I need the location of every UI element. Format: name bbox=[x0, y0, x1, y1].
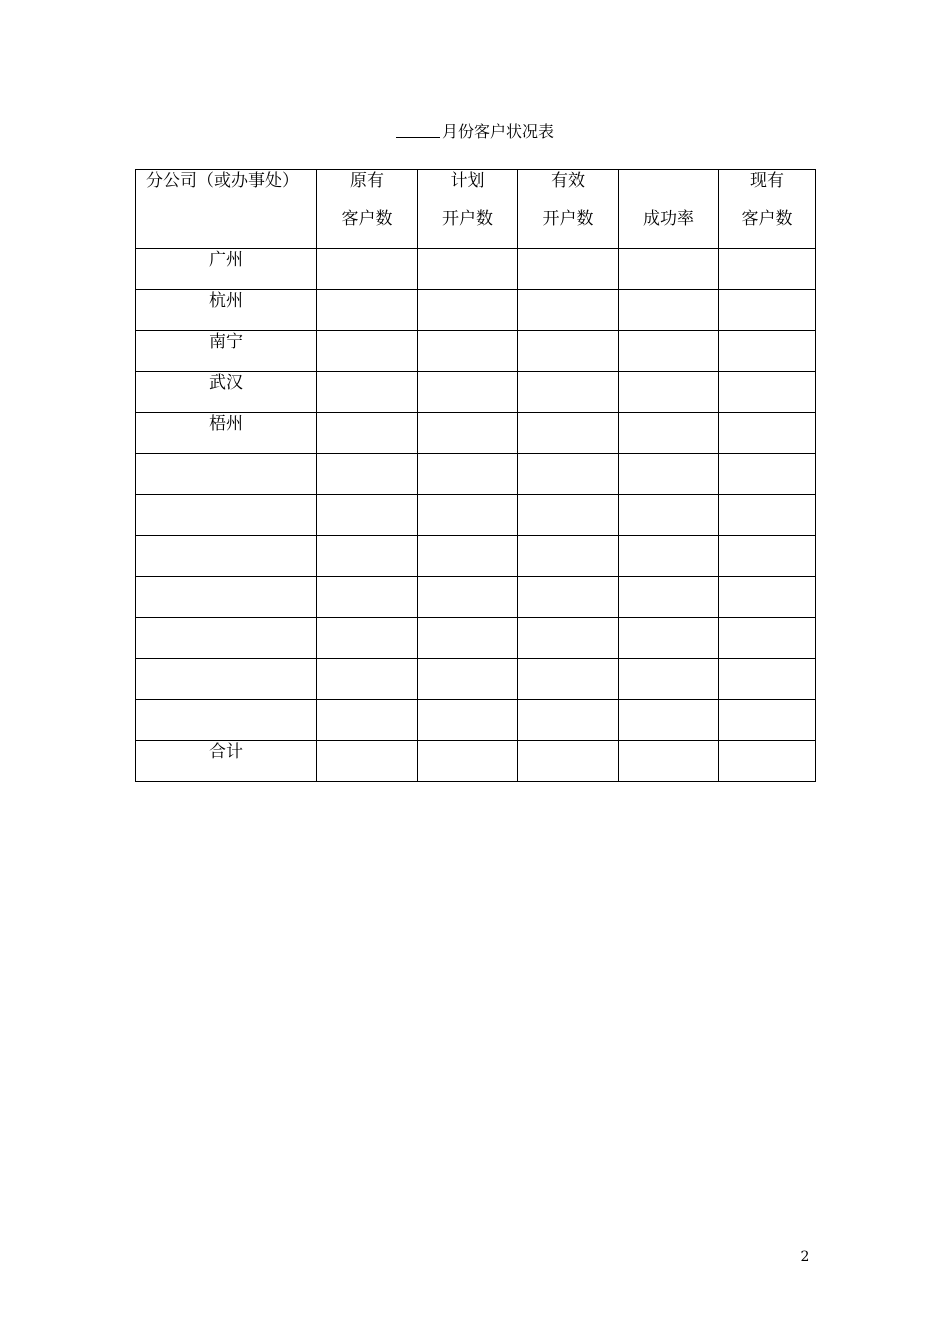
cell-text bbox=[518, 249, 618, 271]
data-cell bbox=[518, 618, 619, 659]
cell-text bbox=[518, 577, 618, 599]
data-cell bbox=[719, 577, 816, 618]
table-row bbox=[136, 741, 816, 782]
branch-cell bbox=[136, 495, 317, 536]
cell-text bbox=[136, 659, 316, 681]
cell-text bbox=[719, 618, 815, 640]
data-cell bbox=[317, 618, 418, 659]
data-cell bbox=[418, 741, 518, 782]
cell-text: 武汉 bbox=[209, 373, 243, 393]
data-cell bbox=[418, 618, 518, 659]
data-cell bbox=[619, 249, 719, 290]
cell-text bbox=[719, 290, 815, 312]
data-cell bbox=[619, 454, 719, 495]
cell-text bbox=[317, 700, 417, 722]
data-cell bbox=[719, 536, 816, 577]
page-number: 2 bbox=[800, 1249, 810, 1265]
cell-text: 南宁 bbox=[209, 332, 243, 352]
cell-text bbox=[317, 290, 417, 312]
cell-text bbox=[136, 577, 316, 599]
data-cell bbox=[518, 659, 619, 700]
cell-text bbox=[619, 249, 718, 271]
cell-text bbox=[418, 536, 517, 558]
table-row bbox=[136, 331, 816, 372]
branch-cell bbox=[136, 577, 317, 618]
data-cell bbox=[317, 659, 418, 700]
data-cell bbox=[719, 454, 816, 495]
cell-text bbox=[317, 454, 417, 476]
cell-text bbox=[619, 700, 718, 722]
data-cell bbox=[317, 454, 418, 495]
data-cell bbox=[518, 249, 619, 290]
cell-text bbox=[518, 618, 618, 640]
branch-cell bbox=[136, 536, 317, 577]
table-row bbox=[136, 249, 816, 290]
cell-text bbox=[619, 741, 718, 763]
data-cell bbox=[418, 495, 518, 536]
cell-text bbox=[317, 741, 417, 763]
table-row bbox=[136, 700, 816, 741]
cell-text bbox=[136, 618, 316, 640]
cell-text bbox=[719, 536, 815, 558]
header-original-customers bbox=[317, 170, 418, 249]
data-cell bbox=[418, 536, 518, 577]
data-cell bbox=[518, 290, 619, 331]
header-current-line1: 现有 bbox=[750, 171, 784, 191]
data-cell bbox=[518, 372, 619, 413]
data-cell bbox=[518, 331, 619, 372]
table-row bbox=[136, 536, 816, 577]
cell-text bbox=[518, 659, 618, 681]
data-cell bbox=[418, 372, 518, 413]
data-cell bbox=[317, 249, 418, 290]
cell-text bbox=[317, 372, 417, 394]
table-row bbox=[136, 413, 816, 454]
cell-text bbox=[317, 249, 417, 271]
data-cell bbox=[317, 577, 418, 618]
cell-text bbox=[619, 659, 718, 681]
table-row bbox=[136, 372, 816, 413]
branch-cell bbox=[136, 249, 317, 290]
data-cell bbox=[317, 372, 418, 413]
cell-text bbox=[418, 659, 517, 681]
cell-text bbox=[719, 413, 815, 435]
cell-text bbox=[136, 536, 316, 558]
data-cell bbox=[418, 454, 518, 495]
cell-text bbox=[418, 700, 517, 722]
cell-text bbox=[136, 700, 316, 722]
cell-text bbox=[418, 290, 517, 312]
data-cell bbox=[619, 741, 719, 782]
data-cell bbox=[418, 659, 518, 700]
cell-text bbox=[619, 290, 718, 312]
cell-text bbox=[136, 454, 316, 476]
cell-text bbox=[317, 659, 417, 681]
table-row bbox=[136, 577, 816, 618]
data-cell bbox=[418, 700, 518, 741]
branch-cell bbox=[136, 372, 317, 413]
header-current-line2: 客户数 bbox=[741, 209, 793, 229]
cell-text bbox=[317, 618, 417, 640]
header-effective-line2: 开户数 bbox=[542, 209, 594, 229]
data-cell bbox=[317, 536, 418, 577]
cell-text bbox=[418, 618, 517, 640]
cell-text bbox=[418, 413, 517, 435]
data-cell bbox=[418, 249, 518, 290]
cell-text: 梧州 bbox=[209, 414, 243, 434]
header-effective-line1: 有效 bbox=[551, 171, 585, 191]
cell-text bbox=[518, 495, 618, 517]
data-cell bbox=[719, 290, 816, 331]
branch-cell bbox=[136, 454, 317, 495]
data-cell bbox=[518, 536, 619, 577]
table-row bbox=[136, 495, 816, 536]
data-cell bbox=[619, 331, 719, 372]
data-cell bbox=[418, 331, 518, 372]
cell-text bbox=[719, 700, 815, 722]
data-cell bbox=[518, 454, 619, 495]
table-row bbox=[136, 290, 816, 331]
cell-text bbox=[619, 331, 718, 353]
cell-text bbox=[719, 454, 815, 476]
data-cell bbox=[619, 618, 719, 659]
cell-text: 杭州 bbox=[209, 291, 243, 311]
header-original-line2: 客户数 bbox=[341, 209, 393, 229]
cell-text bbox=[619, 536, 718, 558]
cell-text bbox=[619, 618, 718, 640]
data-cell bbox=[518, 495, 619, 536]
cell-text bbox=[518, 331, 618, 353]
cell-text bbox=[418, 249, 517, 271]
cell-text bbox=[518, 741, 618, 763]
cell-text: 广州 bbox=[209, 250, 243, 270]
cell-text bbox=[719, 741, 815, 763]
data-cell bbox=[619, 495, 719, 536]
table-row bbox=[136, 454, 816, 495]
month-blank-line bbox=[396, 120, 440, 138]
header-success-rate bbox=[619, 170, 719, 249]
cell-text bbox=[418, 495, 517, 517]
cell-text bbox=[518, 413, 618, 435]
cell-text bbox=[418, 741, 517, 763]
cell-text bbox=[518, 536, 618, 558]
header-planned-accounts bbox=[418, 170, 518, 249]
cell-text bbox=[619, 495, 718, 517]
cell-text: 合计 bbox=[209, 742, 243, 762]
title-text: 月份客户状况表 bbox=[441, 122, 554, 141]
cell-text bbox=[418, 331, 517, 353]
cell-text bbox=[719, 659, 815, 681]
header-branch-label: 分公司（或办事处） bbox=[146, 171, 299, 191]
data-cell bbox=[719, 700, 816, 741]
branch-cell bbox=[136, 741, 317, 782]
data-cell bbox=[418, 577, 518, 618]
cell-text bbox=[518, 454, 618, 476]
data-cell bbox=[317, 700, 418, 741]
branch-cell bbox=[136, 331, 317, 372]
data-cell bbox=[317, 413, 418, 454]
cell-text bbox=[719, 577, 815, 599]
data-cell bbox=[719, 413, 816, 454]
header-planned-line1: 计划 bbox=[450, 171, 485, 191]
cell-text bbox=[619, 372, 718, 394]
header-effective-accounts bbox=[518, 170, 619, 249]
cell-text bbox=[317, 331, 417, 353]
data-cell bbox=[619, 659, 719, 700]
customer-status-table bbox=[135, 169, 816, 782]
cell-text bbox=[619, 454, 718, 476]
branch-cell bbox=[136, 618, 317, 659]
data-cell bbox=[619, 372, 719, 413]
cell-text bbox=[317, 495, 417, 517]
data-cell bbox=[619, 536, 719, 577]
data-cell bbox=[317, 741, 418, 782]
data-cell bbox=[719, 495, 816, 536]
header-row bbox=[136, 170, 816, 249]
data-cell bbox=[619, 577, 719, 618]
cell-text bbox=[418, 372, 517, 394]
cell-text bbox=[418, 454, 517, 476]
cell-text bbox=[518, 290, 618, 312]
data-cell bbox=[317, 331, 418, 372]
data-cell bbox=[619, 700, 719, 741]
cell-text bbox=[719, 372, 815, 394]
branch-cell bbox=[136, 659, 317, 700]
cell-text bbox=[619, 413, 718, 435]
cell-text bbox=[317, 536, 417, 558]
data-cell bbox=[418, 413, 518, 454]
data-cell bbox=[719, 331, 816, 372]
table-row bbox=[136, 659, 816, 700]
cell-text bbox=[619, 577, 718, 599]
cell-text bbox=[317, 577, 417, 599]
branch-cell bbox=[136, 700, 317, 741]
header-planned-line2: 开户数 bbox=[442, 209, 493, 229]
cell-text bbox=[719, 495, 815, 517]
cell-text bbox=[719, 249, 815, 271]
data-cell bbox=[317, 290, 418, 331]
data-cell bbox=[518, 577, 619, 618]
data-cell bbox=[418, 290, 518, 331]
branch-cell bbox=[136, 290, 317, 331]
cell-text bbox=[719, 331, 815, 353]
data-cell bbox=[619, 290, 719, 331]
cell-text bbox=[136, 495, 316, 517]
branch-cell bbox=[136, 413, 317, 454]
cell-text bbox=[518, 700, 618, 722]
data-cell bbox=[719, 372, 816, 413]
data-cell bbox=[719, 618, 816, 659]
cell-text bbox=[418, 577, 517, 599]
data-cell bbox=[719, 659, 816, 700]
data-cell bbox=[518, 741, 619, 782]
data-cell bbox=[619, 413, 719, 454]
data-cell bbox=[518, 413, 619, 454]
document-title bbox=[0, 120, 950, 144]
cell-text bbox=[317, 413, 417, 435]
header-current-customers bbox=[719, 170, 816, 249]
data-cell bbox=[518, 700, 619, 741]
header-success-rate-label: 成功率 bbox=[643, 209, 694, 229]
data-cell bbox=[719, 249, 816, 290]
cell-text bbox=[518, 372, 618, 394]
data-cell bbox=[719, 741, 816, 782]
header-branch bbox=[136, 170, 317, 249]
data-cell bbox=[317, 495, 418, 536]
header-original-line1: 原有 bbox=[350, 171, 384, 191]
table-row bbox=[136, 618, 816, 659]
